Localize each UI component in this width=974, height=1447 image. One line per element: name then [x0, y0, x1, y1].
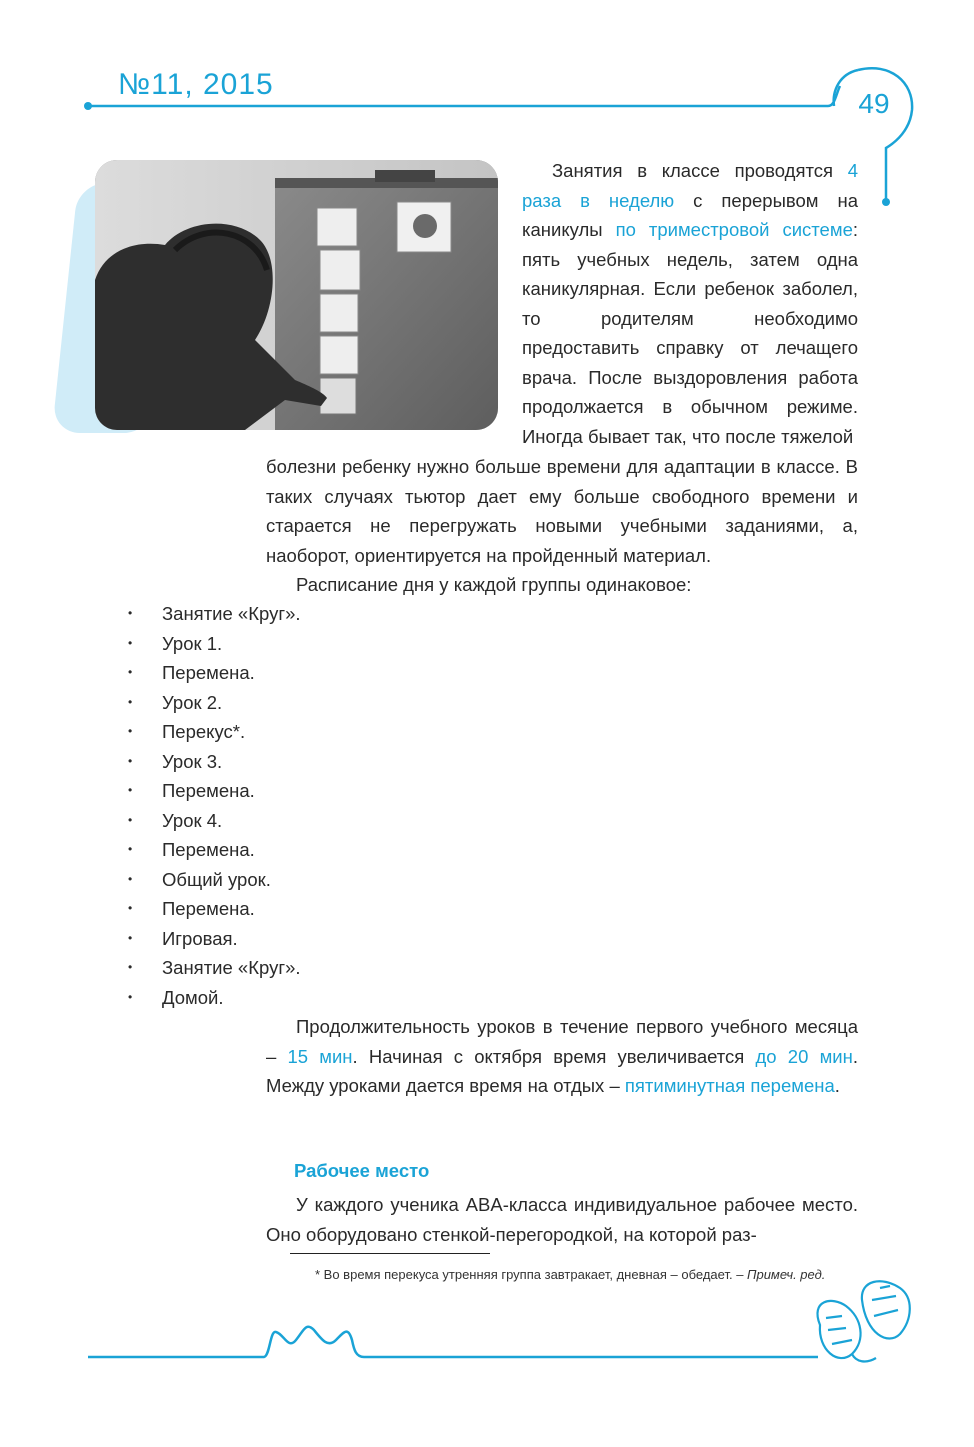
list-item: • Урок 3. — [128, 747, 301, 777]
list-item: • Перемена. — [128, 894, 301, 924]
list-item: • Перемена. — [128, 658, 301, 688]
bubble-line-dot — [882, 198, 890, 206]
leaf-doodle — [817, 1281, 909, 1361]
highlight-trimester: по триместровой системе — [615, 219, 853, 240]
photo-illustration — [95, 160, 498, 430]
classroom-photo — [95, 160, 498, 430]
editor-note: Примеч. ред. — [747, 1267, 826, 1282]
schedule-list — [128, 599, 301, 1012]
page-number: 49 — [858, 88, 890, 119]
issue-number: №11, 2015 — [118, 68, 274, 101]
highlight-15min: 15 мин — [287, 1045, 353, 1067]
list-item: • Перекус*. — [128, 717, 301, 747]
list-item: • Домой. — [128, 983, 301, 1013]
list-item: • Занятие «Круг». — [128, 599, 301, 629]
list-item: • Общий урок. — [128, 865, 301, 895]
footnote-divider — [290, 1253, 490, 1254]
list-item: • Урок 4. — [128, 806, 301, 836]
footnote: * Во время перекуса утренняя группа завтракает, дневная – обедает. – Примеч. ред. — [315, 1267, 826, 1282]
section-heading: Рабочее место — [294, 1160, 430, 1181]
highlight-break: пятиминутная перемена — [624, 1075, 835, 1096]
schedule-intro: Расписание дня у каждой группы одинаковое: — [296, 574, 692, 595]
list-item: • Перемена. — [128, 776, 301, 806]
intro-paragraph: Занятия в классе проводятся 4 раза в неделю с перерывом на каникулы по триместровой системе: пять учебных недель, затем одна каникулярная. Если ребенок заболел, то родителям необходимо предоставить справку от лечащего врача. После выздоровления работа продолжается в обычном режиме. Иногда бывает так, что после тяжелой — [522, 160, 858, 447]
highlight-frequency: 4 раза в неделю — [522, 160, 858, 211]
list-item: • Перемена. — [128, 835, 301, 865]
intro-paragraph-continued: болезни ребенку нужно больше времени для адаптации в классе. В таких случаях тьютор дает ему больше свободного времени и старается не перегружать новыми учебными заданиями, а, наоборот, ориентируется на пройденный материал. Расписание дня у каждой группы одинаковое: — [266, 452, 858, 600]
footer-wave-line — [88, 1327, 818, 1357]
list-item: • Игровая. — [128, 924, 301, 954]
list-item: • Урок 1. — [128, 629, 301, 659]
highlight-20min: до 20 мин — [755, 1045, 853, 1067]
workplace-paragraph: У каждого ученика ABA-класса индивидуальное рабочее место. Оно оборудовано стенкой-перегородкой, на которой раз- — [266, 1194, 858, 1245]
list-item: • Занятие «Круг». — [128, 953, 301, 983]
duration-paragraph: Продолжительность уроков в течение первого учебного месяца – 15 мин. Начиная с октября время увеличивается до 20 мин. Между уроками дается время на отдых – пятиминутная перемена. — [266, 1016, 858, 1096]
list-item: • Урок 2. — [128, 688, 301, 718]
